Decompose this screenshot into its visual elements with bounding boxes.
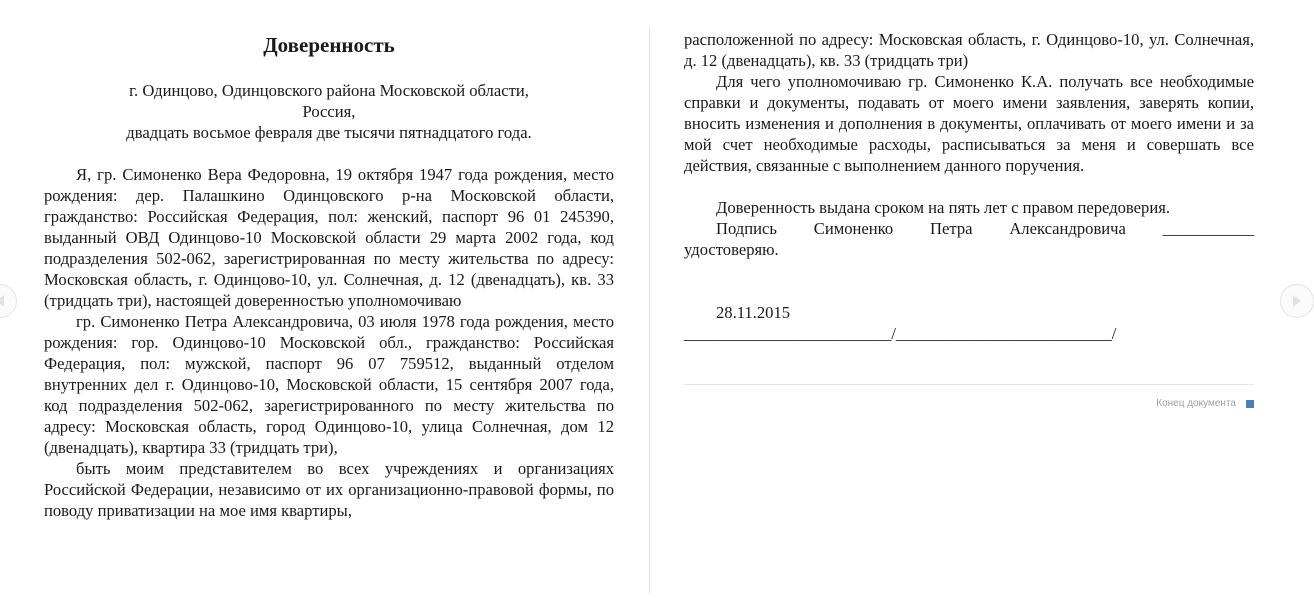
signature-blank: ___________: [1162, 219, 1254, 238]
signature-field-1: _________________________/: [684, 324, 897, 343]
certify-text: удостоверяю.: [684, 240, 779, 259]
document-end-label: Конец документа: [1156, 398, 1236, 409]
place-line: г. Одинцово, Одинцовского района Московской области,: [129, 81, 529, 100]
term-line: Доверенность выдана сроком на пять лет с правом передоверия.: [716, 198, 1170, 217]
authority-paragraph: Для чего уполномочиваю гр. Симоненко К.А. получать все необходимые справки и документы, подавать от моего имени заявления, заверять копии, вносить изменения и дополнения в документы, оплачивать от моего имени и за мой счет необходимые расходы, расписываться за меня и совершать все действия, связанные с выполнением данного поручения.: [684, 72, 1254, 175]
powers-paragraph: быть моим представителем во всех учреждениях и организациях Российской Федерации, независимо от их организационно-правовой формы, по поводу приватизации на мое имя квартиры,: [44, 459, 614, 520]
signature-fields: [684, 323, 1254, 344]
address-continuation: расположенной по адресу: Московская область, г. Одинцово-10, ул. Солнечная, д. 12 (двенадцать), кв. 33 (тридцать три): [684, 30, 1254, 70]
document-title: Доверенность: [263, 33, 395, 57]
place-line: Россия,: [302, 102, 356, 121]
signature-label: Подпись Симоненко Петра Александровича: [716, 219, 1126, 238]
chevron-right-icon: [1291, 294, 1303, 308]
document-date: 28.11.2015: [716, 303, 791, 322]
page-divider: [649, 28, 650, 593]
chevron-left-icon: [0, 294, 6, 308]
signature-field-2: __________________________/: [896, 324, 1117, 343]
signature-line: [684, 218, 1254, 239]
document-end-marker: [1156, 398, 1254, 409]
document-page-right: [684, 29, 1254, 344]
end-square-icon: [1246, 400, 1254, 408]
next-page-button[interactable]: [1280, 284, 1314, 318]
principal-paragraph: Я, гр. Симоненко Вера Федоровна, 19 октября 1947 года рождения, место рождения: дер. Палашкино Одинцовского р-на Московской области, гражданство: Российская Федерация, пол: женский, паспорт 96 01 245390, выданный ОВД Одинцово-10 Московской области 29 марта 2002 года, код подразделения 502-062, зарегистрированная по месту жительства по адресу: Московская область, г. Одинцово-10, ул. Солнечная, д. 12 (двенадцать), кв. 33 (тридцать три), настоящей доверенностью уполномочиваю: [44, 165, 614, 310]
document-page-left: [44, 28, 614, 521]
representative-paragraph: гр. Симоненко Петра Александровича, 03 июля 1978 года рождения, место рождения: гор. Одинцово-10 Московской обл., гражданство: Российская Федерация, пол: мужской, паспорт 96 07 759512, выданный отделом внутренних дел г. Одинцово-10, Московской области, 15 сентября 2007 года, код подразделения 502-062, зарегистрированного по месту жительства по адресу: Московская область, город Одинцово-10, улица Солнечная, дом 12 (двенадцать), квартира 33 (тридцать три),: [44, 312, 614, 457]
date-written-line: двадцать восьмое февраля две тысячи пятнадцатого года.: [126, 123, 532, 142]
previous-page-button[interactable]: [0, 284, 17, 318]
end-separator: [684, 384, 1254, 385]
